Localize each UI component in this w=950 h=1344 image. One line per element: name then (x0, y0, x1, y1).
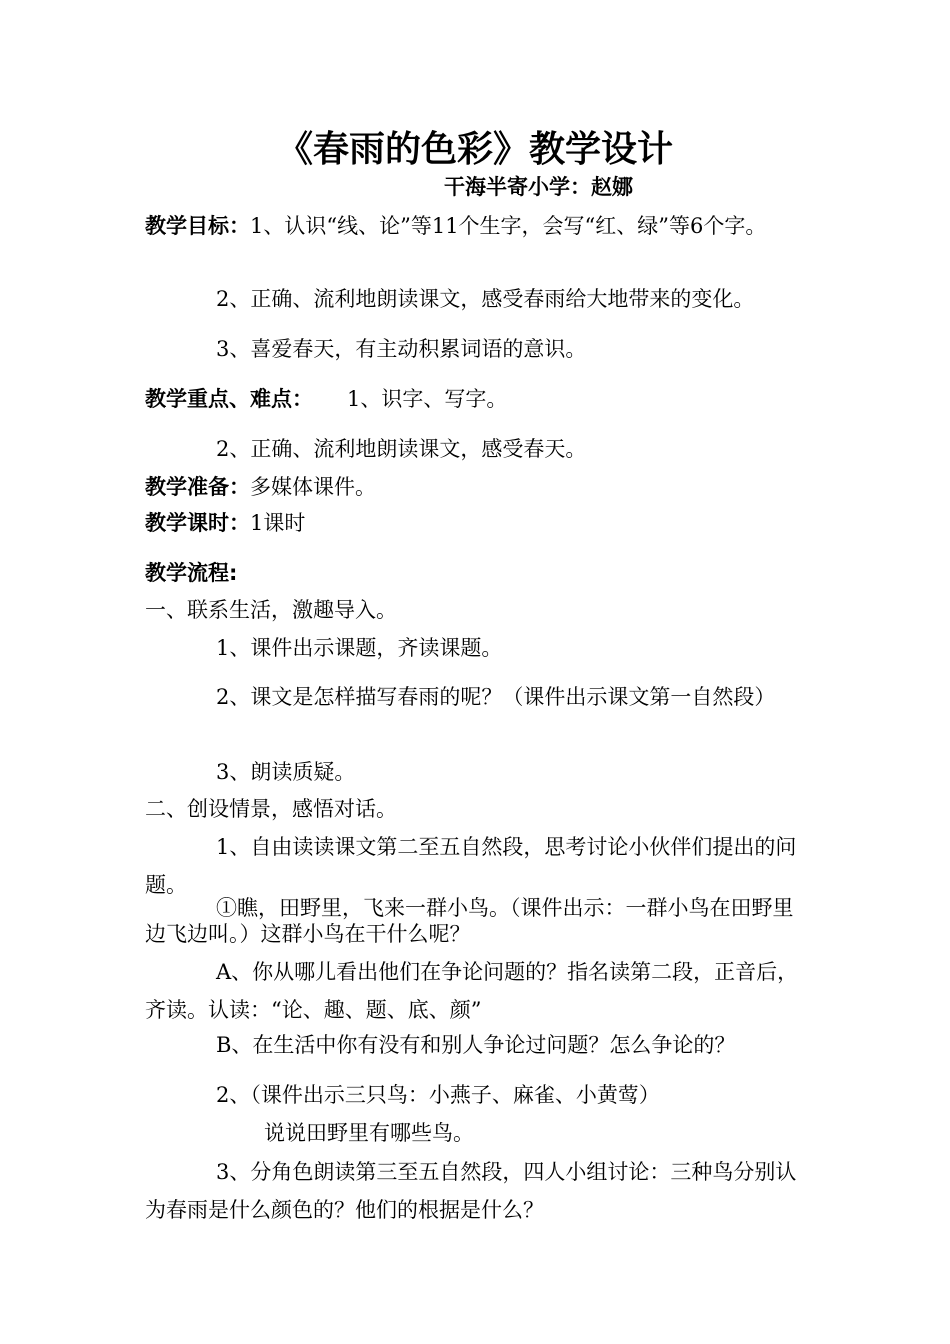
section-2-item-1a: ①瞧，田野里，飞来一群小鸟。（课件出示：一群小鸟在田野里边飞边叫。）这群小鸟在干什么呢？ (145, 896, 794, 946)
key-points-item-2: 2、正确、流利地朗读课文，感受春天。 (216, 437, 587, 461)
goals-item-2: 2、正确、流利地朗读课文，感受春雨给大地带来的变化。 (216, 287, 755, 311)
section-2-item-a: A、你从哪儿看出他们在争论问题的？指名读第二段，正音后，齐读。认读：“论、趣、题、底、颜” (145, 960, 799, 1022)
section-1-heading: 一、联系生活，激趣导入。 (145, 598, 397, 622)
preparation-value: 多媒体课件。 (250, 475, 376, 499)
class-hours-paragraph (145, 511, 810, 535)
section-2-item-b: B、在生活中你有没有和别人争论过问题？怎么争论的？ (216, 1033, 736, 1057)
section-1-item-3: 3、朗读质疑。 (216, 760, 356, 784)
class-hours-value: 1课时 (250, 511, 306, 535)
author-line: 干海半寄小学：赵娜 (444, 175, 633, 199)
goals-item-1: 1、认识“线、论”等11个生字，会写“红、绿”等6个字。 (250, 214, 767, 238)
process-label: 教学流程: (145, 561, 238, 585)
goals-paragraph (145, 207, 810, 245)
class-hours-label: 教学课时： (145, 511, 250, 535)
key-points-label: 教学重点、难点： (145, 387, 313, 411)
document-title: 《春雨的色彩》教学设计 (276, 129, 673, 170)
key-points-item-1: 1、识字、写字。 (347, 387, 508, 411)
key-points-paragraph (145, 387, 810, 411)
section-2-item-1: 1、自由读读课文第二至五自然段，思考讨论小伙伴们提出的问题。 (145, 835, 797, 897)
goals-item-3: 3、喜爱春天，有主动积累词语的意识。 (216, 337, 587, 361)
preparation-label: 教学准备： (145, 475, 250, 499)
section-2-heading: 二、创设情景，感悟对话。 (145, 797, 397, 821)
section-1-item-1: 1、课件出示课题，齐读课题。 (216, 636, 503, 660)
preparation-paragraph (145, 475, 810, 499)
section-2-item-3: 3、分角色朗读第三至五自然段，四人小组讨论：三种鸟分别认为春雨是什么颜色的？他们的根据是什么？ (145, 1160, 797, 1222)
section-2-item-2a: 说说田野里有哪些鸟。 (264, 1121, 474, 1145)
section-2-item-2: 2、（课件出示三只鸟：小燕子、麻雀、小黄莺） (216, 1083, 660, 1107)
goals-label: 教学目标： (145, 214, 250, 238)
section-1-item-2: 2、课文是怎样描写春雨的呢？（课件出示课文第一自然段） (216, 685, 776, 709)
